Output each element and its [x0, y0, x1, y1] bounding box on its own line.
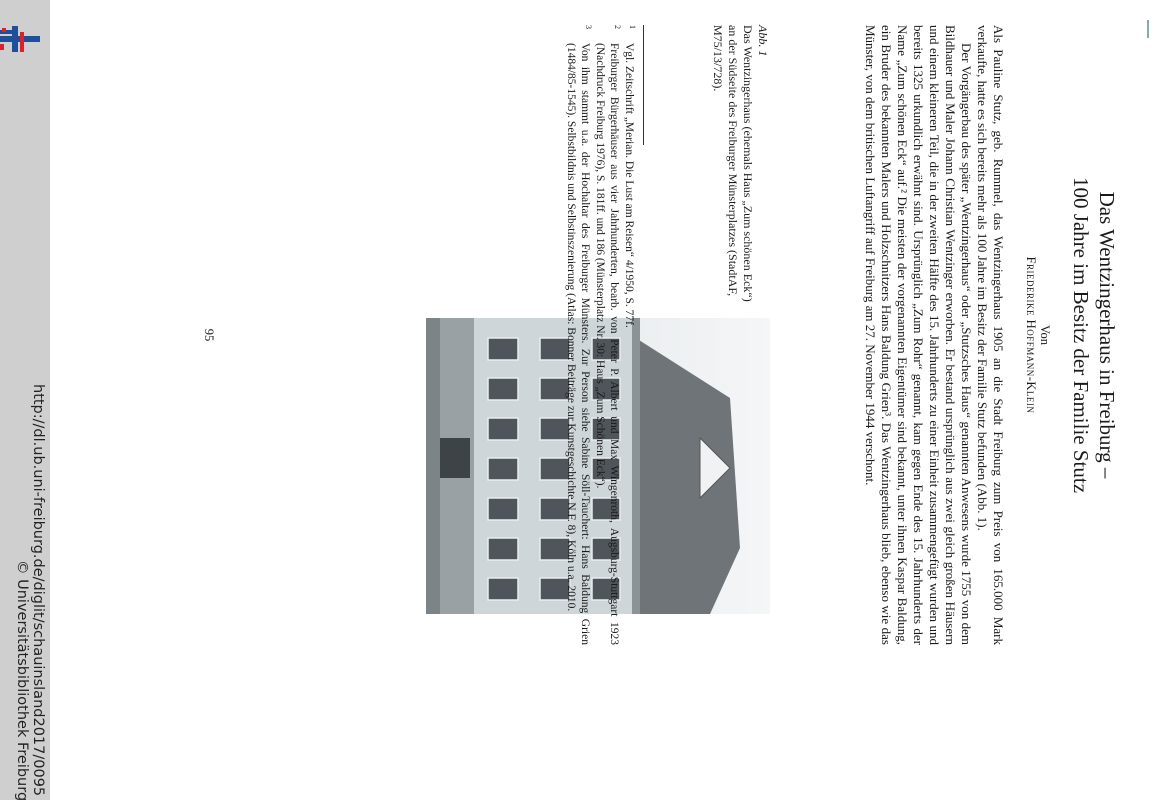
document-page	[110, 25, 1130, 765]
paragraph-2: Der Vorgängerbau des später „Wentzingerhaus“ oder „Stutzsches Haus“ genannten Anwesens wurde 1755 von dem Bildhauer und Maler Johann Christian Wentzinger erworben. Er bestand ursprünglich aus zwei gleich großen Häusern und einem kleineren Teil, die in der zweiten Hälfte des 15. Jahrhunderts zu einer Einheit zusammengefügt wurden und bereits 1325 urkundlich erwähnt sind. Ursprünglich „Zum Rohr“ genannt, kam gegen Ende des 15. Jahrhunderts der Name „Zum schönen Eck“ auf.² Die meisten der vorgenannten Eigentümer sind bekannt, unter ihnen Kaspar Baldung, ein Bruder des bekannten Malers und Holzschnitzers Hans Baldung Grien³. Das Wentzingerhaus blieb, ebenso wie das Münster, von dem britischen Luftangriff auf Freiburg am 27. November 1944 verschont.	[863, 25, 974, 645]
article-title: Das Wentzingerhaus in Freiburg – 100 Jahre im Besitz der Familie Stutz	[1069, 176, 1119, 494]
copyright-text: © Universitätsbibliothek Freiburg	[14, 560, 30, 801]
paragraph-1: Als Pauline Stutz, geb. Rummel, das Wentzingerhaus 1905 an die Stadt Freiburg zum Preis von 165.000 Mark verkaufte, hatte es sich bereits mehr als 100 Jahre im Besitz der Familie Stutz befunden (Abb. 1).	[975, 25, 1006, 645]
byline	[1024, 25, 1052, 645]
footnotes	[563, 25, 636, 645]
viewer-sidebar	[0, 0, 50, 800]
article-body	[862, 25, 1006, 645]
by-label: Von	[1038, 325, 1052, 345]
caption-text: Das Wentzingerhaus (ehemals Haus „Zum schönen Eck“) an der Südseite des Freiburger Münsterplatzes (StadtAF, M75/13/728).	[711, 25, 755, 302]
footnote: 2 Freiburger Bürgerhäuser aus vier Jahrhunderten, bearb. von Peter P. Albert und Max Wingenroth, Augsburg-Stuttgart 1923 (Nachdruck Freiburg 1976), S. 181ff. und 186 (Münsterplatz Nr. 30: Haus „Zum Schönen Eck“).	[594, 25, 622, 645]
author-name: Friederike Hoffmann-Klein	[1024, 256, 1038, 414]
page-number: 95	[202, 328, 216, 342]
footnote-divider	[643, 25, 644, 145]
scroll-indicator[interactable]	[1147, 20, 1155, 38]
footnote: 1 Vgl. Zeitschrift „Merian. Die Lust am Reisen“ 4/1950, S. 77f.	[623, 25, 637, 328]
caption-label: Abb. 1	[756, 25, 770, 57]
figure-caption	[710, 25, 770, 305]
footnote: 3 Von ihm stammt u.a. der Hochaltar des Freiburger Münsters. Zur Person siehe Sabine Söll-Tauchert: Hans Baldung Grien (1484/85-1545). Selbstbildnis und Selbstinszenierung (Atlas: Bonner Beiträge zur Kunstgeschichte N.F. 8), Köln u.a. 2010.	[565, 25, 593, 645]
source-info	[0, 0, 50, 800]
source-url[interactable]: http://dl.ub.uni-freiburg.de/diglit/schauinsland2017/0095	[30, 384, 46, 797]
